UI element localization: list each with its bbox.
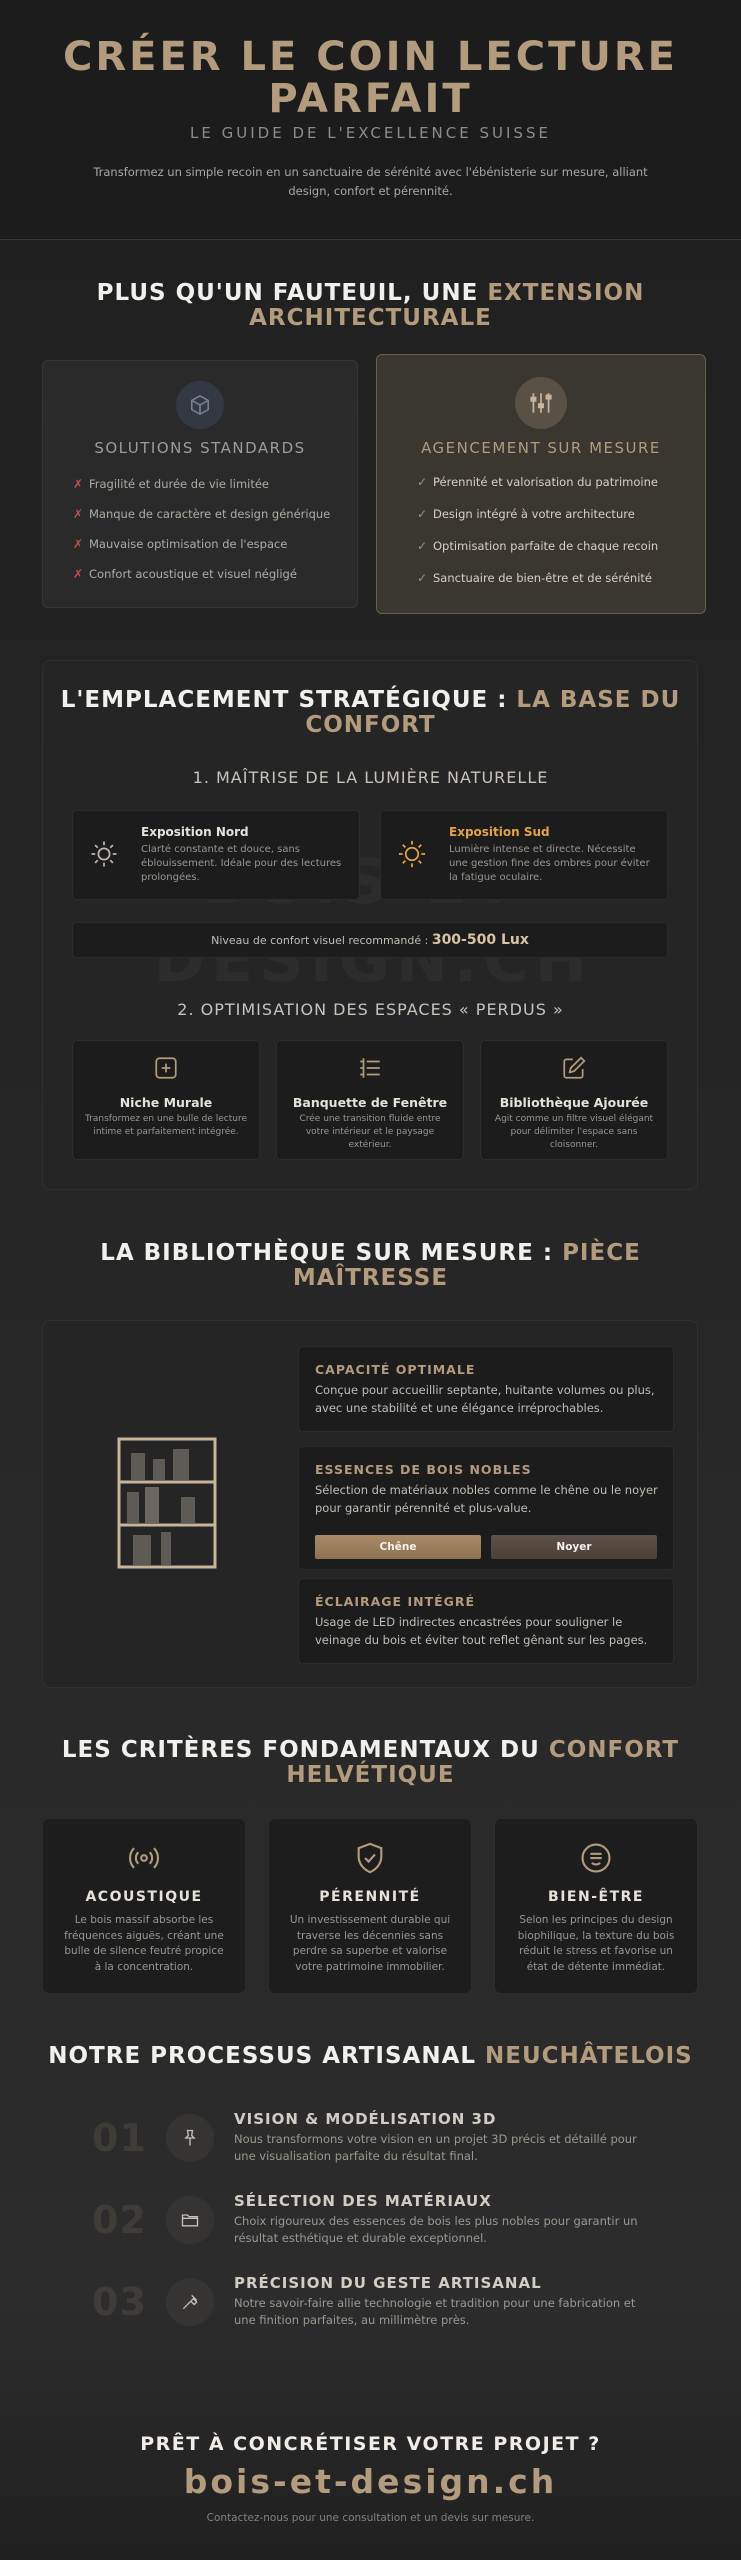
space-title: Bibliothèque Ajourée xyxy=(499,1095,649,1110)
south-title: Exposition Sud xyxy=(449,825,550,839)
criterion-text: Selon les principes du design biophilique, la texture du bois réduit le stress et favorise un état de détente immédiat. xyxy=(517,1914,675,1973)
criterion-text: Un investissement durable qui traverse les décennies sans perdre sa superbe et valorise votre patrimoine immobilier. xyxy=(289,1914,451,1973)
plus-square-icon xyxy=(153,1055,179,1081)
cross-icon: ✗ xyxy=(73,507,84,521)
cta-question: PRÊT À CONCRÉTISER VOTRE PROJET ? xyxy=(140,2433,601,2455)
cross-icon: ✗ xyxy=(73,567,84,581)
step-number: 03 xyxy=(92,2280,147,2324)
location-section-title: L'EMPLACEMENT STRATÉGIQUE : LA BASE DU CONFORT xyxy=(60,687,681,738)
website-link[interactable]: bois-et-design.ch xyxy=(183,2462,558,2501)
space-text: Transformez en une bulle de lecture intime et parfaitement intégrée. xyxy=(85,1114,247,1137)
pin-icon xyxy=(166,2114,214,2162)
feature-text: Conçue pour accueillir septante, huitante volumes ou plus, avec une stabilité et une élégance irréprochables. xyxy=(315,1383,655,1415)
step-number: 02 xyxy=(92,2198,147,2242)
tool-icon xyxy=(166,2278,214,2326)
criterion-wellbeing xyxy=(494,1818,698,1994)
standard-item: ✗ Fragilité et durée de vie limitée xyxy=(73,477,269,491)
list-icon xyxy=(357,1055,383,1081)
south-exposure-box xyxy=(380,810,668,900)
feature-text: Usage de LED indirectes encastrées pour souligner le veinage du bois et éviter tout reflet gênant sur les pages. xyxy=(315,1615,648,1647)
step-title: SÉLECTION DES MATÉRIAUX xyxy=(234,2192,492,2210)
cube-icon xyxy=(176,381,224,429)
sun-icon xyxy=(397,839,427,869)
cta-subtitle: Contactez-nous pour une consultation et un devis sur mesure. xyxy=(206,2512,535,2524)
criterion-title: ACOUSTIQUE xyxy=(85,1889,203,1905)
lux-value: 300-500 Lux xyxy=(431,932,529,948)
feature-wood-species xyxy=(298,1446,674,1570)
check-icon: ✓ xyxy=(417,539,428,553)
sound-waves-icon xyxy=(127,1841,161,1875)
north-text: Clarté constante et douce, sans éblouissement. Idéale pour des lectures prolongées. xyxy=(141,844,342,883)
folder-icon xyxy=(166,2196,214,2244)
step-title: PRÉCISION DU GESTE ARTISANAL xyxy=(234,2274,542,2292)
space-card-niche xyxy=(72,1040,260,1160)
criterion-acoustics xyxy=(42,1818,246,1994)
sun-icon xyxy=(89,839,119,869)
feature-title: ÉCLAIRAGE INTÉGRÉ xyxy=(315,1594,476,1609)
check-icon: ✓ xyxy=(417,507,428,521)
criterion-title: PÉRENNITÉ xyxy=(319,1889,421,1905)
space-text: Agit comme un filtre visuel élégant pour délimiter l'espace sans cloisonner. xyxy=(494,1114,654,1150)
step-number: 01 xyxy=(92,2116,147,2160)
cross-icon: ✗ xyxy=(73,477,84,491)
process-section-title: NOTRE PROCESSUS ARTISANAL NEUCHÂTELOIS xyxy=(48,2043,693,2069)
custom-item: ✓ Optimisation parfaite de chaque recoin xyxy=(417,539,659,553)
light-heading: 1. MAÎTRISE DE LA LUMIÈRE NATURELLE xyxy=(192,768,549,787)
custom-item: ✓ Sanctuaire de bien-être et de sérénité xyxy=(417,571,652,585)
standard-item: ✗ Manque de caractère et design générique xyxy=(73,507,331,521)
oak-option-button[interactable]: Chêne xyxy=(315,1535,481,1559)
feature-capacity xyxy=(298,1346,674,1432)
step-text: Notre savoir-faire allie technologie et tradition pour une fabrication et une finition parfaites, au millimètre près. xyxy=(234,2296,636,2327)
criterion-title: BIEN-ÊTRE xyxy=(548,1889,644,1905)
compare-section-title: PLUS QU'UN FAUTEUIL, UNE EXTENSION ARCHITECTURALE xyxy=(96,280,645,331)
feature-title: CAPACITÉ OPTIMALE xyxy=(315,1362,476,1377)
shield-check-icon xyxy=(353,1841,387,1875)
custom-title: AGENCEMENT SUR MESURE xyxy=(421,439,661,457)
south-text: Lumière intense et directe. Nécessite une gestion fine des ombres pour éviter la fatigue oculaire. xyxy=(449,844,650,883)
criterion-durability xyxy=(268,1818,472,1994)
spaces-heading: 2. OPTIMISATION DES ESPACES « PERDUS » xyxy=(177,1000,564,1019)
space-title: Niche Murale xyxy=(119,1095,213,1110)
feature-lighting xyxy=(298,1578,674,1664)
edit-icon xyxy=(561,1055,587,1081)
step-title: VISION & MODÉLISATION 3D xyxy=(234,2110,497,2128)
criteria-section-title: LES CRITÈRES FONDAMENTAUX DU CONFORT HELVÉTIQUE xyxy=(61,1737,680,1788)
sliders-icon xyxy=(515,377,567,429)
hero-subtitle: LE GUIDE DE L'EXCELLENCE SUISSE xyxy=(190,124,551,142)
space-title: Banquette de Fenêtre xyxy=(292,1095,448,1110)
north-title: Exposition Nord xyxy=(141,825,249,839)
feature-title: ESSENCES DE BOIS NOBLES xyxy=(315,1462,532,1477)
space-card-open-bookcase xyxy=(480,1040,668,1160)
north-exposure-box xyxy=(72,810,360,900)
standard-title: SOLUTIONS STANDARDS xyxy=(94,439,306,457)
check-icon: ✓ xyxy=(417,571,428,585)
check-icon: ✓ xyxy=(417,475,428,489)
step-text: Choix rigoureux des essences de bois les plus nobles pour garantir un résultat esthétique et durable exceptionnel. xyxy=(234,2214,638,2245)
lux-recommendation: Niveau de confort visuel recommandé : 300-500 Lux xyxy=(72,922,668,958)
criterion-text: Le bois massif absorbe les fréquences aiguës, créant une bulle de silence feutré propice à la concentration. xyxy=(64,1914,224,1973)
feature-text: Sélection de matériaux nobles comme le chêne ou le noyer pour garantir pérennité et plus-value. xyxy=(315,1483,658,1515)
library-section-title: LA BIBLIOTHÈQUE SUR MESURE : PIÈCE MAÎTRESSE xyxy=(100,1240,641,1291)
hero-header xyxy=(0,0,741,240)
space-text: Crée une transition fluide entre votre intérieur et le paysage extérieur. xyxy=(299,1114,441,1150)
custom-item: ✓ Pérennité et valorisation du patrimoine xyxy=(417,475,658,489)
standard-item: ✗ Mauvaise optimisation de l'espace xyxy=(73,537,288,551)
space-card-window-seat xyxy=(276,1040,464,1160)
cross-icon: ✗ xyxy=(73,537,84,551)
leaf-circle-icon xyxy=(579,1841,613,1875)
page-title: CRÉER LE COIN LECTURE PARFAIT xyxy=(63,34,678,122)
walnut-option-button[interactable]: Noyer xyxy=(491,1535,657,1559)
bookshelf-icon xyxy=(117,1437,217,1569)
standard-solutions-card xyxy=(42,360,358,608)
hero-description: Transformez un simple recoin en un sanctuaire de sérénité avec l'ébénisterie sur mesure, alliant design, confort et pérennité. xyxy=(93,165,648,198)
custom-layout-card xyxy=(376,354,706,614)
step-text: Nous transformons votre vision en un projet 3D précis et détaillé pour une visualisation parfaite du résultat final. xyxy=(234,2132,637,2163)
standard-item: ✗ Confort acoustique et visuel négligé xyxy=(73,567,297,581)
custom-item: ✓ Design intégré à votre architecture xyxy=(417,507,635,521)
